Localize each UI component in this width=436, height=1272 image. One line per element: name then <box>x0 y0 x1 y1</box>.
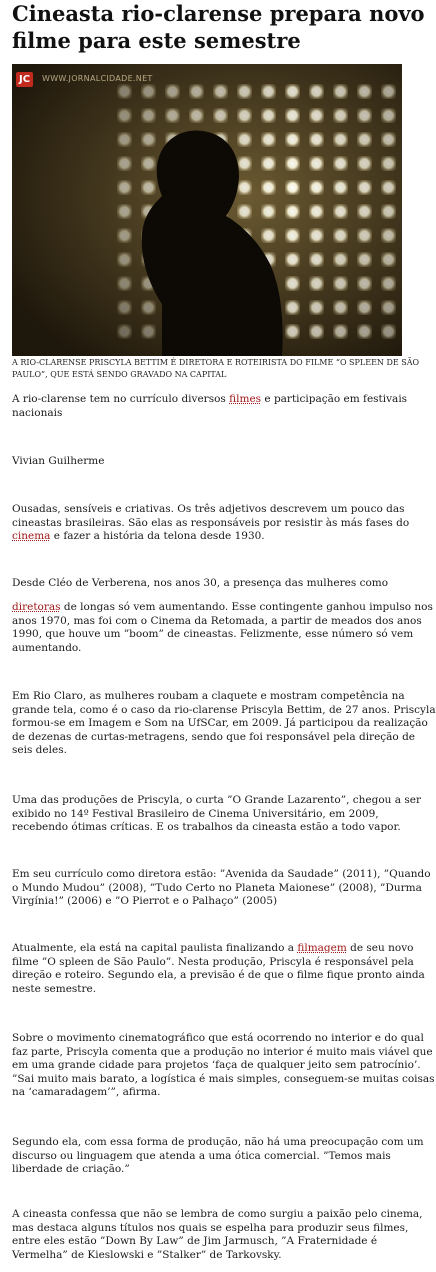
light-square <box>333 324 348 339</box>
light-square <box>237 84 252 99</box>
paragraph-text: Ousadas, sensíveis e criativas. Os três adjetivos descrevem um pouco das cineastas brasileiras. São elas as responsáveis por resistir às más fases do <box>12 503 410 529</box>
paragraph-7: Uma das produções de Priscyla, o curta ”O Grande Lazarento”, chegou a ser exibido no 14º Festival Brasileiro de Cinema Universitário, em 2009, recebendo ótimas críticas. E os trabalhos da cineasta estão a todo vapor. <box>12 794 421 833</box>
light-square <box>333 252 348 267</box>
paragraph-5 <box>12 601 436 655</box>
light-square <box>213 84 228 99</box>
light-square <box>309 300 324 315</box>
light-square <box>117 324 132 339</box>
light-square <box>285 228 300 243</box>
light-square <box>309 156 324 171</box>
light-square <box>141 324 156 339</box>
light-square <box>261 156 276 171</box>
paragraph-4: Desde Cléo de Verberena, nos anos 30, a presença das mulheres como <box>12 577 389 589</box>
light-square <box>141 108 156 123</box>
light-square <box>261 84 276 99</box>
light-square <box>309 228 324 243</box>
light-square <box>333 108 348 123</box>
light-square <box>141 132 156 147</box>
light-square <box>141 84 156 99</box>
light-square <box>381 324 396 339</box>
photo-illustration <box>12 64 402 356</box>
light-square <box>333 228 348 243</box>
link-filmes[interactable]: filmes <box>229 393 262 405</box>
paragraph-11: Segundo ela, com essa forma de produção, não há uma preocupação com um discurso ou linguagem que atenda a uma ótica comercial. ”Temos mais liberdade de criação.” <box>12 1136 424 1175</box>
article-title: Cineasta rio-clarense prepara novo filme para este semestre <box>12 1 425 53</box>
light-square <box>309 252 324 267</box>
light-square <box>381 276 396 291</box>
light-square <box>357 252 372 267</box>
light-square <box>165 108 180 123</box>
paragraph-8: Em seu currículo como diretora estão: ”Avenida da Saudade” (2011), ”Quando o Mundo Mudou” (2008), ”Tudo Certo no Planeta Maionese” (2008), ”Durma Virgínia!” (2006) e ”O Pierrot e o Palhaço” (2005) <box>12 868 431 907</box>
light-square <box>357 156 372 171</box>
link-diretoras[interactable]: diretoras <box>12 601 61 613</box>
light-square <box>117 84 132 99</box>
light-square <box>237 108 252 123</box>
paragraph-10: Sobre o movimento cinematográfico que está ocorrendo no interior e do qual faz parte, Priscyla comenta que a produção no interior é muito mais viável que em uma grande cidade para projetos ‘faça de qualquer jeito sem patrocínio’. ”Sai muito mais barato, a logística é mais simples, conseguem-se muitas coisas na ‘camaradagem’”, afirma. <box>12 1032 435 1098</box>
light-square <box>117 132 132 147</box>
light-square <box>309 276 324 291</box>
light-square <box>261 204 276 219</box>
light-square <box>333 180 348 195</box>
light-square <box>213 108 228 123</box>
light-square <box>189 108 204 123</box>
light-square <box>285 300 300 315</box>
light-square <box>261 228 276 243</box>
light-square <box>333 204 348 219</box>
light-square <box>357 300 372 315</box>
light-square <box>285 108 300 123</box>
light-square <box>381 156 396 171</box>
light-square <box>357 324 372 339</box>
light-square <box>189 84 204 99</box>
light-square <box>357 180 372 195</box>
author-name: Vivian Guilherme <box>12 455 105 467</box>
light-square <box>357 228 372 243</box>
light-square <box>117 228 132 243</box>
light-square <box>381 252 396 267</box>
light-square <box>117 276 132 291</box>
light-square <box>237 180 252 195</box>
light-square <box>117 108 132 123</box>
light-square <box>381 204 396 219</box>
light-square <box>381 228 396 243</box>
light-square <box>333 156 348 171</box>
paragraph-6: Em Rio Claro, as mulheres roubam a claquete e mostram competência na grande tela, como é o caso da rio-clarense Priscyla Bettim, de 27 anos. Priscyla formou-se em Imagem e Som na UfSCar, em 2009. Já participou da realização de dezenas de curtas-metragens, sendo que foi responsável pela direção de seis deles. <box>12 690 436 756</box>
jornal-logo: JC <box>16 72 33 87</box>
paragraph-text: de longas só vem aumentando. Esse contingente ganhou impulso nos anos 1970, mas foi com o Cinema da Retomada, a partir de meados dos anos 1990, que houve um ”boom” de cineastas. Felizmente, esse número só vem aumentando. <box>12 601 433 654</box>
light-square <box>381 132 396 147</box>
light-square <box>381 108 396 123</box>
light-square <box>357 204 372 219</box>
paragraph-12: A cineasta confessa que não se lembra de como surgiu a paixão pelo cinema, mas destaca alguns títulos nos quais se espelha para produzir seus filmes, entre eles estão ”Down By Law” de Jim Jarmusch, ”A Fraternidade é Vermelha” de Kieslowski e ”Stalker” de Tarkovsky. <box>12 1208 423 1261</box>
light-square <box>117 204 132 219</box>
photo-caption: A RIO-CLARENSE PRISCYLA BETTIM É DIRETORA E ROTEIRISTA DO FILME “O SPLEEN DE SÃO PAULO”, QUE ESTÁ SENDO GRAVADO NA CAPITAL <box>12 358 420 379</box>
light-square <box>333 132 348 147</box>
light-square <box>141 300 156 315</box>
light-square <box>309 204 324 219</box>
light-square <box>117 156 132 171</box>
light-square <box>285 156 300 171</box>
light-square <box>261 132 276 147</box>
light-square <box>309 324 324 339</box>
light-square <box>381 84 396 99</box>
light-square <box>285 252 300 267</box>
light-square <box>285 276 300 291</box>
light-square <box>117 180 132 195</box>
light-square <box>285 180 300 195</box>
paragraph-3 <box>12 503 436 544</box>
article-photo <box>12 64 402 356</box>
light-square <box>261 108 276 123</box>
light-square <box>333 276 348 291</box>
light-square <box>357 132 372 147</box>
light-square <box>357 108 372 123</box>
paragraph-text: e participação em festivais nacionais <box>12 393 408 419</box>
light-square <box>261 180 276 195</box>
light-square <box>309 180 324 195</box>
light-square <box>237 156 252 171</box>
light-square <box>285 84 300 99</box>
light-square <box>333 84 348 99</box>
light-square <box>117 252 132 267</box>
link-filmagem[interactable]: filmagem <box>297 942 347 954</box>
paragraph-text: Atualmente, ela está na capital paulista finalizando a <box>12 942 298 954</box>
light-square <box>117 300 132 315</box>
link-cinema[interactable]: cinema <box>12 530 51 542</box>
light-square <box>237 204 252 219</box>
paragraph-text: A rio-clarense tem no currículo diversos <box>12 393 230 405</box>
paragraph-1 <box>12 393 436 420</box>
light-square <box>309 132 324 147</box>
light-square <box>141 180 156 195</box>
paragraph-text: e fazer a história da telona desde 1930. <box>50 530 265 542</box>
paragraph-text: de seu novo filme ”O spleen de São Paulo”. Nesta produção, Priscyla é responsável pela direção e roteiro. Segundo ela, a previsão é de que o filme fique pronto ainda neste semestre. <box>12 942 425 995</box>
light-square <box>381 300 396 315</box>
light-square <box>165 84 180 99</box>
light-square <box>285 132 300 147</box>
light-square <box>381 180 396 195</box>
watermark-url: WWW.JORNALCIDADE.NET <box>42 74 153 83</box>
light-square <box>309 108 324 123</box>
light-square <box>285 204 300 219</box>
light-square <box>309 84 324 99</box>
light-square <box>285 324 300 339</box>
light-square <box>357 276 372 291</box>
light-square <box>141 156 156 171</box>
light-square <box>357 84 372 99</box>
light-square <box>333 300 348 315</box>
light-square <box>237 132 252 147</box>
paragraph-9 <box>12 942 436 996</box>
